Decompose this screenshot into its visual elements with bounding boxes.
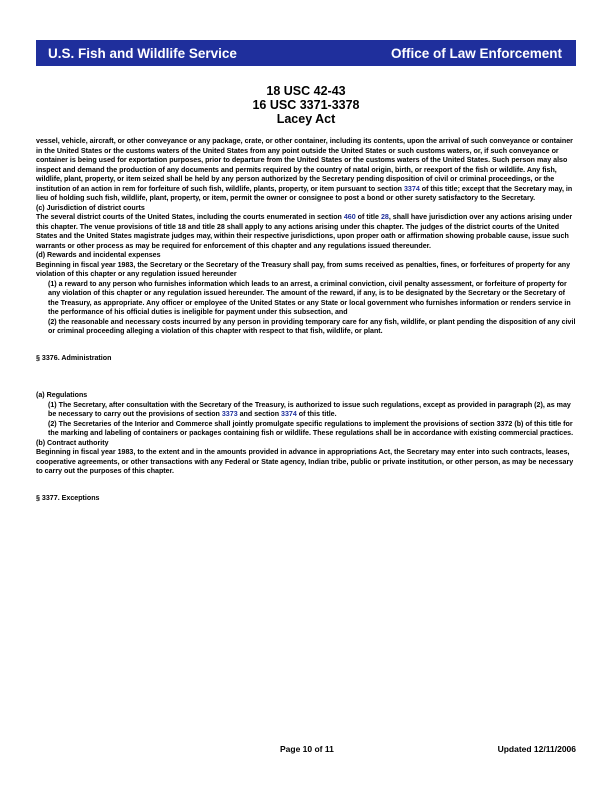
subsection-c-text: The several district courts of the United States, including the courts enumerated in section 460 of title 28, shall have jurisdiction over any actions arising under this chapter. The venue provisions of title 18 and title 28 shall apply to any actions arising under this chapter. The judges of the district courts of the United States and the United States magistrate judges may, within their respective jurisdictions, upon proper oath or affirmation showing probable cause, issue such warrants or other process as may be required for enforcement of this chapter and any regulations issued thereunder.	[36, 213, 573, 250]
title-line-1: 18 USC 42-43	[266, 84, 346, 98]
title-line-3: Lacey Act	[276, 112, 336, 126]
office-name: Office of Law Enforcement	[390, 45, 562, 61]
section-3377-heading: § 3377. Exceptions	[36, 493, 100, 502]
subsection-d-heading: (d) Rewards and incidental expenses	[36, 251, 161, 259]
page-number: Page 10 of 11	[280, 744, 334, 754]
subsection-c-heading: (c) Jurisdiction of district courts	[36, 203, 145, 212]
section-3376-heading: § 3376. Administration	[36, 353, 112, 362]
section-link-460[interactable]: 460	[343, 213, 356, 221]
subsection-b-heading: (b) Contract authority	[36, 438, 109, 447]
subsection-d-item-1: (1) a reward to any person who furnishes information which leads to an arrest, a criminal conviction, civil penalty assessment, or forfeiture of property for any violation of this chapter or any regulation issued hereunder. The amount of the reward, if any, is to be designated by the Secretary or the Secretary of the Treasury, as appropriate. Any officer or employee of the United States or any State or local government who furnishes information or renders service in the performance of his official duties is ineligible for payment under this subsection, and	[48, 279, 571, 316]
subsection-a-item-1: (1) The Secretary, after consultation with the Secretary of the Treasury, is authorized to issue such regulations, except as provided in paragraph (2), as may be necessary to carry out the provisions of section 3373 and section 3374 of this title.	[48, 400, 571, 418]
paragraph-inspection: vessel, vehicle, aircraft, or other conveyance or any package, crate, or other container, including its contents, upon the arrival of such conveyance or container in the United States or the customs waters of the United States from any point outside the United States or such customs waters, or, if such conveyance or container is being used for exportation purposes, prior to departure from the United States or the customs waters of the United States. Such person may also inspect and demand the production of any documents and permits required by the country of natal origin, birth, or reexport of the fish or wildlife. Any fish, wildlife, plant, property, or item seized shall be held by any person authorized by the Secretary pending disposition of civil or criminal proceedings, or the institution of an action in rem for forfeiture of such fish, wildlife, plants, property, or item pursuant to section 3374 of this title; except that the Secretary may, in lieu of holding such fish, wildlife, plant, property, or item, permit the owner or consignee to post a bond or other surety satisfactory to the Secretary.	[36, 137, 573, 202]
subsection-d-intro: Beginning in fiscal year 1983, the Secretary or the Secretary of the Treasury shall pay, from sums received as penalties, fines, or forfeitures of property for any violation of this chapter or any regulation issued hereunder	[36, 260, 571, 278]
page-footer	[36, 744, 576, 758]
title-link-28[interactable]: 28	[380, 213, 389, 221]
subsection-b-text: Beginning in fiscal year 1983, to the extent and in the amounts provided in advance in appropriations Act, the Secretary may enter into such contracts, leases, cooperative agreements, or other transactions with any Federal or State agency, Indian tribe, public or private institution, or other person, as may be necessary to carry out the purposes of this chapter.	[36, 448, 574, 475]
subsection-a-heading: (a) Regulations	[36, 391, 88, 399]
subsection-d-item-2: (2) the reasonable and necessary costs incurred by any person in providing temporary care for any fish, wildlife, or plant pending the disposition of any civil or criminal proceeding alleging a violation of this chapter with respect to that fish, wildlife, or plant.	[48, 317, 576, 335]
agency-name: U.S. Fish and Wildlife Service	[48, 45, 237, 61]
title-line-2: 16 USC 3371-3378	[252, 98, 360, 112]
section-link-3374-b[interactable]: 3374	[281, 410, 297, 418]
title-block	[36, 84, 576, 126]
document-body	[36, 137, 576, 503]
section-link-3373[interactable]: 3373	[221, 410, 238, 418]
subsection-a-item-2: (2) The Secretaries of the Interior and Commerce shall jointly promulgate specific regulations to implement the provisions of section 3372 (b) of this title for the marking and labeling of containers or packages containing fish or wildlife. These regulations shall be in accordance with existing commercial practices.	[48, 419, 574, 437]
updated-date: Updated 12/11/2006	[497, 744, 576, 754]
section-link-3374[interactable]: 3374	[403, 184, 420, 193]
header-banner	[36, 40, 576, 66]
